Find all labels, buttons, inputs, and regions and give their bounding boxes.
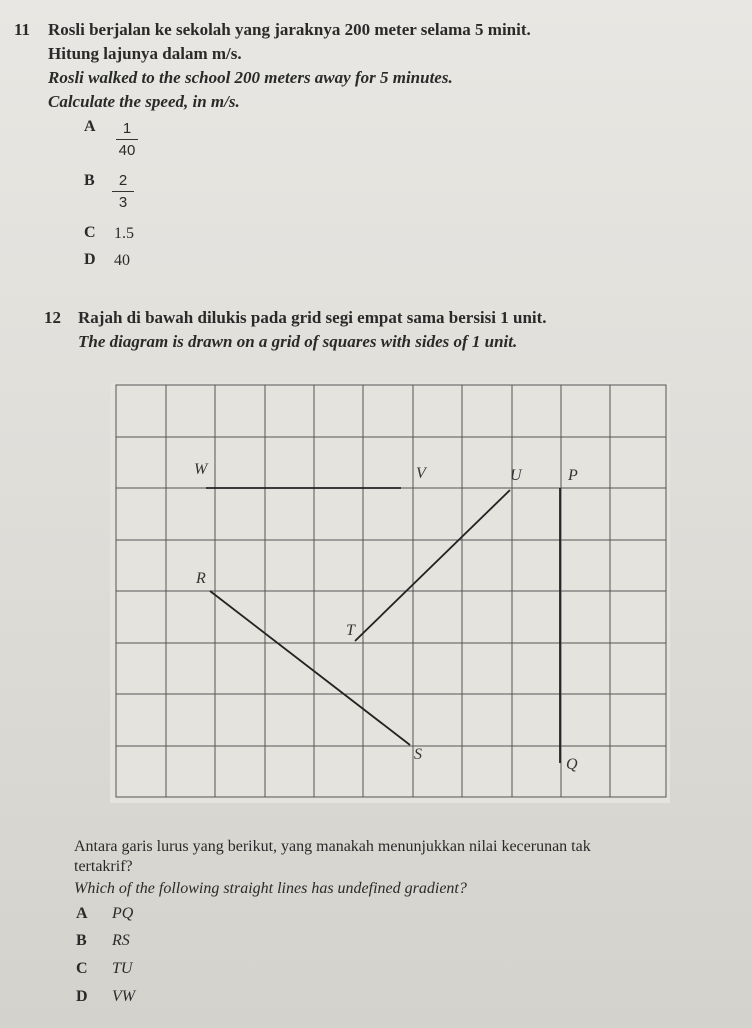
q12-option-b-value[interactable]: RS [112,932,130,949]
q11-option-b-numerator: 2 [118,172,128,189]
label-s: S [414,746,422,763]
q12-question-en: Which of the following straight lines has undefined gradient? [74,880,467,897]
q11-option-c-value[interactable]: 1.5 [114,225,134,242]
q11-text-en: Rosli walked to the school 200 meters away for 5 minutes. [48,68,453,87]
grid-background [110,383,670,803]
q12-text-en: The diagram is drawn on a grid of squares with sides of 1 unit. [78,332,518,351]
q11-option-a-denominator: 40 [118,142,136,159]
q12-option-a-letter[interactable]: A [76,905,88,922]
q11-option-b-fraction[interactable] [112,172,134,211]
q12-number: 12 [44,308,61,327]
q11-text-bm: Rosli berjalan ke sekolah yang jaraknya 200 meter selama 5 minit. [48,20,531,39]
label-q: Q [566,756,578,773]
q11-option-b-denominator: 3 [118,194,128,211]
q11-option-a-numerator: 1 [122,120,132,137]
q12-text-bm: Rajah di bawah dilukis pada grid segi empat sama bersisi 1 unit. [78,308,547,327]
label-t: T [346,622,355,639]
q12-grid-diagram [110,383,670,803]
q12-option-a-value[interactable]: PQ [112,905,134,922]
q11-option-a-letter[interactable]: A [84,118,96,135]
q11-text-bm-2: Hitung lajunya dalam m/s. [48,44,242,63]
fraction-bar [116,139,138,140]
label-r: R [196,570,206,587]
label-p: P [568,467,578,484]
q12-option-d-letter[interactable]: D [76,988,88,1005]
q12-question-bm: Antara garis lurus yang berikut, yang manakah menunjukkan nilai kecerunan tak [74,838,591,855]
q11-option-b-letter[interactable]: B [84,172,95,189]
q12-option-c-value[interactable]: TU [112,960,133,977]
q12-option-b-letter[interactable]: B [76,932,87,949]
label-u: U [510,467,522,484]
q11-number: 11 [14,20,31,39]
q12-option-d-value[interactable]: VW [112,988,136,1005]
q11-option-a-fraction[interactable] [116,120,138,159]
q11-option-c-letter[interactable]: C [84,224,96,241]
q11-option-d-letter[interactable]: D [84,251,96,268]
q12-option-c-letter[interactable]: C [76,960,88,977]
q11-text-en-2: Calculate the speed, in m/s. [48,92,240,111]
q11-option-d-value[interactable]: 40 [114,252,130,269]
q12-question-bm-2: tertakrif? [74,858,133,875]
label-v: V [416,465,426,482]
fraction-bar [112,191,134,192]
label-w: W [194,461,208,478]
